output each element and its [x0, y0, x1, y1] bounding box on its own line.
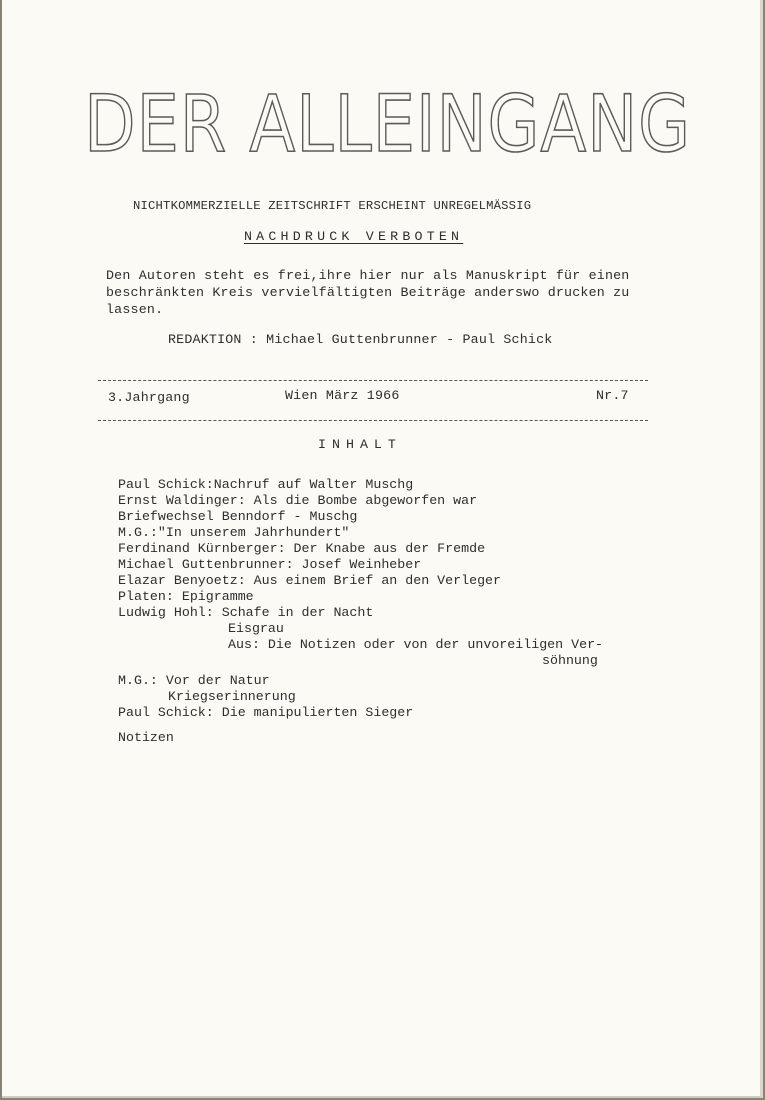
place-date: Wien März 1966: [285, 388, 400, 403]
rule-top: [98, 380, 648, 381]
toc-entry: Notizen: [118, 730, 174, 745]
toc-entry: Ernst Waldinger: Als die Bombe abgeworfen war: [118, 493, 478, 508]
toc-entry: M.G.: Vor der Natur: [118, 673, 270, 688]
contents-heading: INHALT: [318, 437, 402, 452]
toc-entry: söhnung: [542, 653, 598, 668]
rule-bottom: [98, 420, 648, 421]
toc-entry: Paul Schick:Nachruf auf Walter Muschg: [118, 477, 414, 492]
toc-entry: Aus: Die Notizen oder von der unvoreiligen Ver-: [228, 637, 604, 652]
toc-entry: Kriegserinnerung: [168, 689, 296, 704]
editors-line: REDAKTION : Michael Guttenbrunner - Paul Schick: [168, 332, 553, 347]
disclaimer-line-1: Den Autoren steht es frei,ihre hier nur als Manuskript für einen: [106, 268, 630, 283]
toc-entry: Briefwechsel Benndorf - Muschg: [118, 509, 358, 524]
toc-entry: Platen: Epigramme: [118, 589, 254, 604]
issue-number: Nr.7: [596, 388, 629, 403]
volume: 3.Jahrgang: [108, 390, 190, 405]
disclaimer-line-2: beschränkten Kreis vervielfältigten Beiträge anderswo drucken zu: [106, 285, 630, 300]
toc-entry: Ferdinand Kürnberger: Der Knabe aus der Fremde: [118, 541, 486, 556]
reprint-notice: NACHDRUCK VERBOTEN: [244, 229, 464, 244]
toc-entry: Eisgrau: [228, 621, 284, 636]
page: [2, 0, 763, 1098]
toc-entry: M.G.:"In unserem Jahrhundert": [118, 525, 350, 540]
toc-entry: Elazar Benyoetz: Aus einem Brief an den Verleger: [118, 573, 502, 588]
masthead-title: DER ALLEINGANG: [84, 80, 692, 170]
disclaimer-line-3: lassen.: [106, 302, 164, 317]
toc-entry: Paul Schick: Die manipulierten Sieger: [118, 705, 414, 720]
toc-entry: Michael Guttenbrunner: Josef Weinheber: [118, 557, 422, 572]
subtitle: NICHTKOMMERZIELLE ZEITSCHRIFT ERSCHEINT UNREGELMÄSSIG: [133, 199, 532, 213]
toc-entry: Ludwig Hohl: Schafe in der Nacht: [118, 605, 374, 620]
